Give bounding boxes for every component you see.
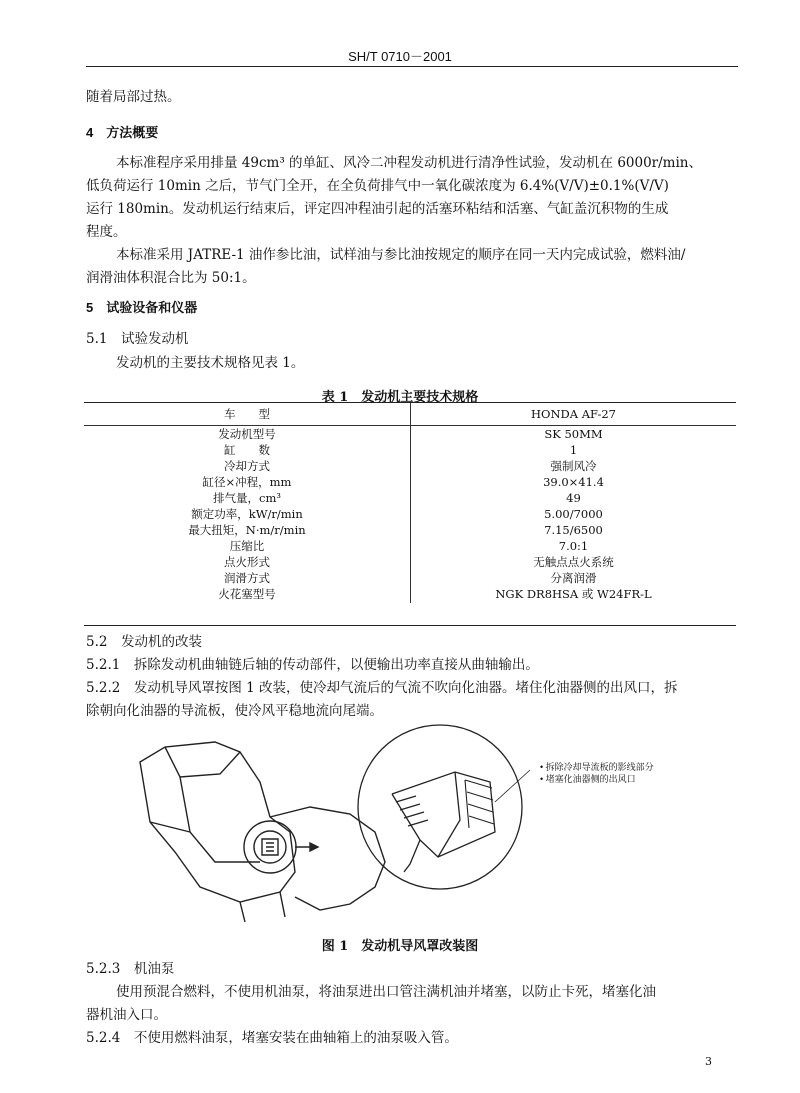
table-cell: 最大扭矩，N·m/r/min: [84, 523, 411, 539]
table-cell: 润滑方式: [84, 571, 411, 587]
table-header-cell: HONDA AF-27: [411, 403, 737, 426]
table-row: [84, 571, 736, 587]
s4-p1-line4: 程度。: [86, 224, 127, 240]
table-cell: 额定功率，kW/r/min: [84, 506, 411, 522]
engine-shroud-illustration: [140, 742, 385, 922]
section-5-2-2-line2: 除朝向化油器的导流板，使冷风平稳地流向尾端。: [86, 703, 383, 719]
section-5-2-3-line1: 使用预混合燃料，不使用机油泵，将油泵进出口管注满机油并堵塞，以防止卡死，堵塞化油: [116, 984, 656, 1000]
table-row: [84, 523, 736, 539]
table-cell: 7.0:1: [558, 539, 589, 554]
table-cell: 强制风冷: [550, 458, 597, 473]
table-cell: 火花塞型号: [84, 587, 411, 603]
section-5-2-4-text: 5.2.4 不使用燃料油泵，堵塞安装在曲轴箱上的油泵吸入管。: [86, 1030, 458, 1046]
table-cell: SK 50MM: [544, 426, 603, 441]
section-5-1-heading: 5.1 试验发动机: [86, 331, 189, 347]
table-cell: NGK DR8HSA 或 W24FR-L: [495, 587, 652, 602]
table-caption: 表 1 发动机主要技术规格: [321, 390, 479, 405]
figure-note-1: • 拆除冷却导流板的影线部分: [540, 762, 654, 772]
section-5-heading: 5 试验设备和仪器: [86, 300, 198, 315]
table-cell: 无触点点火系统: [533, 555, 614, 570]
table-row: [84, 474, 736, 490]
table-row: [84, 490, 736, 506]
table-row: [84, 506, 736, 522]
spec-table: [84, 403, 736, 603]
intro-line: 随着局部过热。: [86, 89, 181, 105]
figure-note-2: • 堵塞化油器侧的出风口: [540, 774, 636, 784]
table-cell: 排气量，cm³: [84, 490, 411, 506]
table-bottom-rule: [84, 625, 736, 626]
section-5-2-3-line2: 器机油入口。: [86, 1007, 167, 1023]
table-cell: 39.0×41.4: [543, 474, 604, 489]
s4-p1-line2: 低负荷运行 10min 之后，节气门全开，在全负荷排气中一氧化碳浓度为 6.4%(V/V)±0.1%(V/V): [86, 178, 669, 194]
table-header-row: [84, 403, 736, 426]
table-cell: 5.00/7000: [544, 507, 603, 522]
section-5-2-heading: 5.2 发动机的改装: [86, 634, 202, 650]
s4-p1-line1: 本标准程序采用排量 49cm³ 的单缸、风冷二冲程发动机进行清净性试验，发动机在 6000r/min、: [116, 155, 702, 171]
figure-1-drawing: [120, 722, 720, 927]
section-5-2-2-line1: 5.2.2 发动机导风罩按图 1 改装，使冷却气流后的气流不吹向化油器。堵住化油器侧的出风口，拆: [86, 680, 678, 696]
table-cell: 49: [566, 490, 581, 505]
table-row: [84, 555, 736, 571]
section-5-2-1-text: 5.2.1 拆除发动机曲轴链后轴的传动部件，以便输出功率直接从曲轴输出。: [86, 657, 539, 673]
table-cell: 发动机型号: [84, 426, 411, 443]
table-cell: 1: [569, 442, 578, 457]
s4-p1-line3: 运行 180min。发动机运行结束后，评定四冲程油引起的活塞环粘结和活塞、气缸盖沉积物的生成: [86, 201, 669, 217]
table-cell: 缸径×冲程，mm: [84, 474, 411, 490]
table-row: [84, 442, 736, 458]
figure-caption: 图 1 发动机导风罩改装图: [321, 939, 479, 954]
s4-p2-line1: 本标准采用 JATRE-1 油作参比油，试样油与参比油按规定的顺序在同一天内完成试验，燃料油/: [116, 247, 686, 263]
header-rule: [86, 66, 738, 67]
table-cell: 7.15/6500: [544, 523, 603, 538]
table-header-cell: 车 型: [84, 403, 411, 426]
table-row: [84, 539, 736, 555]
table-cell: 冷却方式: [84, 458, 411, 474]
table-cell: 分离润滑: [550, 571, 597, 586]
page-header: SH/T 0710－2001: [348, 49, 452, 64]
section-5-2-3-heading: 5.2.3 机油泵: [86, 961, 175, 977]
table-cell: 压缩比: [84, 539, 411, 555]
table-row: [84, 587, 736, 603]
table-row: [84, 458, 736, 474]
table-cell: 缸 数: [84, 442, 411, 458]
table-cell: 点火形式: [84, 555, 411, 571]
section-4-heading: 4 方法概要: [86, 125, 159, 140]
page-number: 3: [705, 1055, 712, 1068]
s4-p2-line2: 润滑油体积混合比为 50:1。: [86, 270, 256, 286]
table-row: [84, 426, 736, 443]
section-5-1-text: 发动机的主要技术规格见表 1。: [116, 355, 305, 371]
